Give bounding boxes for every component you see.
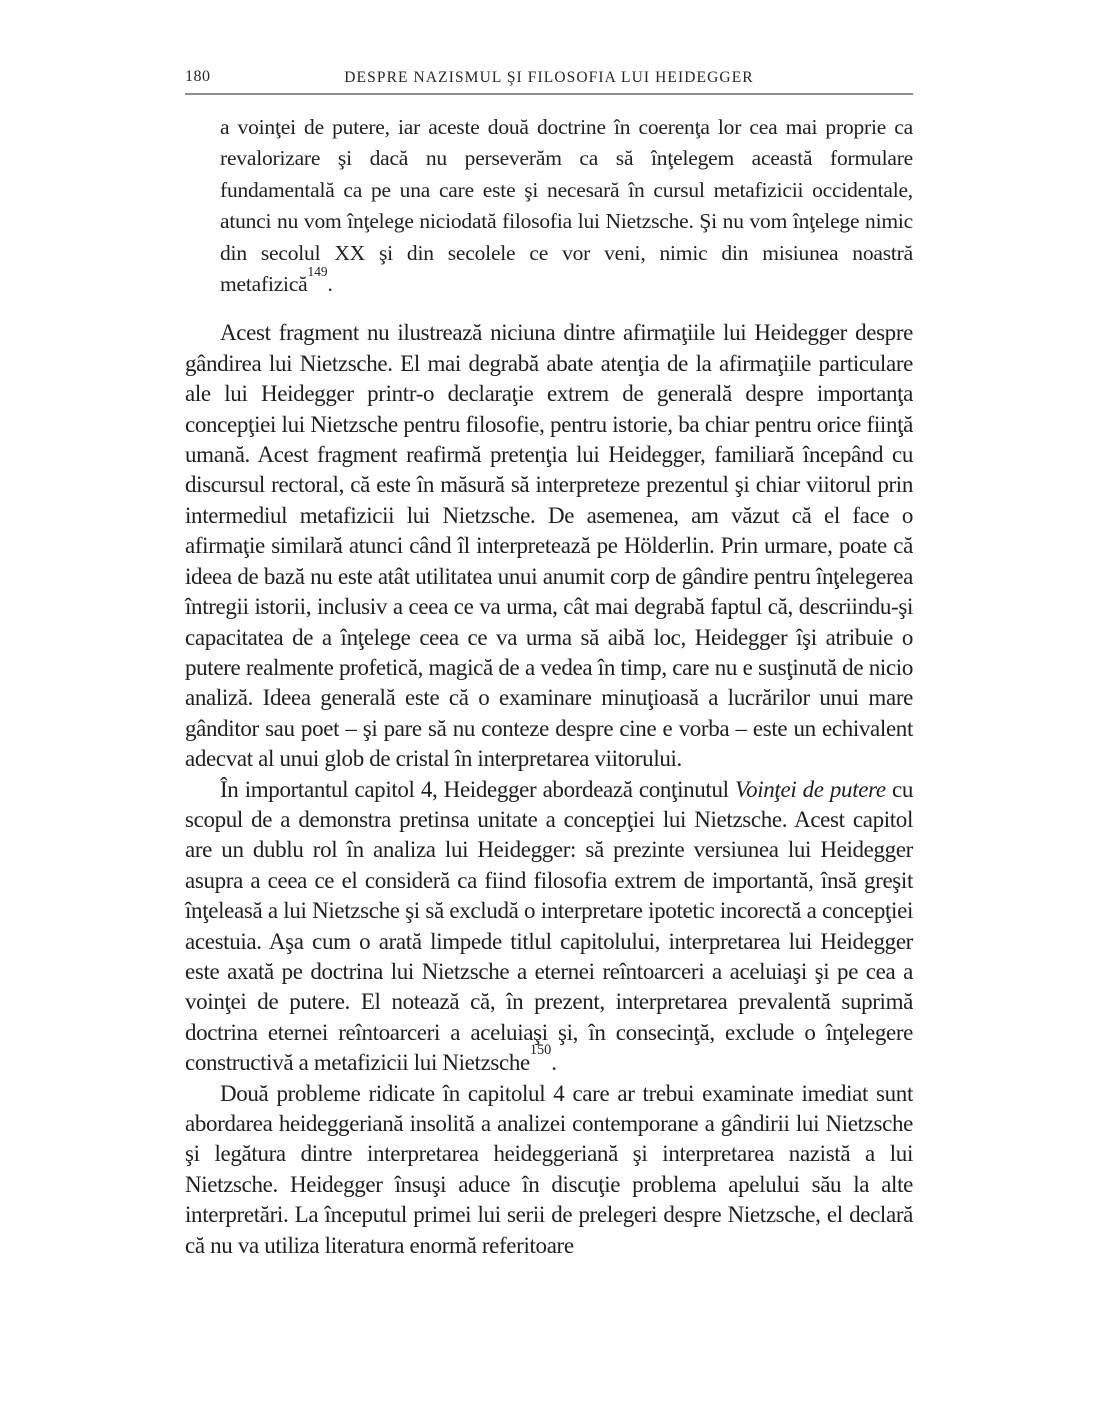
page-body bbox=[185, 112, 913, 1261]
paragraph-3: Două probleme ridicate în capitolul 4 care ar trebui examinate imediat sunt abordarea heideggeriană insolită a analizei contemporane a gândirii lui Nietzsche şi legătura dintre interpretarea heideggeriană şi interpretarea nazistă a lui Nietzsche. Heidegger însuşi aduce în discuţie problema apelului său la alte interpretări. La începutul primei lui serii de prelegeri despre Nietzsche, el declară că nu va utiliza literatura enormă referitoare bbox=[185, 1080, 913, 1258]
paragraph-1: Acest fragment nu ilustrează niciuna dintre afirmaţiile lui Heidegger despre gândirea lui Nietzsche. El mai degrabă abate atenţia de la afirmaţiile particulare ale lui Heidegger printr-o declaraţie extrem de generală despre importanţa concepţiei lui Nietzsche pentru filosofie, pentru istorie, ba chiar pentru orice fiinţă umană. Acest fragment reafirmă pretenţia lui Heidegger, familiară începând cu discursul rectoral, că este în măsură să interpreteze prezentul şi chiar viitorul prin intermediul metafizicii lui Nietzsche. De asemenea, am văzut că el face o afirmaţie similară atunci când îl interpretează pe Hölderlin. Prin urmare, poate că ideea de bază nu este atât utilitatea unui anumit corp de gândire pentru înţelegerea întregii istorii, inclusiv a ceea ce va urma, cât mai degrabă faptul că, descriindu-şi capacitatea de a înţelege ceea ce va urma să aibă loc, Heidegger îşi atribuie o putere realmente profetică, magică de a vedea în timp, care nu e susţinută de nicio analiză. Ideea generală este că o examinare minuţioasă a lucrărilor unui mare gânditor sau poet – şi pare să nu conteze despre cine e vorba – este un echivalent adecvat al unui glob de cristal în interpretarea viitorului. bbox=[185, 320, 913, 772]
running-title: DESPRE NAZISMUL ŞI FILOSOFIA LUI HEIDEGGER bbox=[344, 69, 754, 86]
paragraph-2: În importantul capitol 4, Heidegger abordează conţinutul Voinţei de putere cu scopul de a demonstra pretinsa unitate a concepţiei lui Nietzsche. Acest capitol are un dublu rol în analiza lui Heidegger: să prezinte versiunea lui Heidegger asupra a ceea ce el consideră ca fiind filosofia extrem de importantă, însă greşit înţeleasă a lui Nietzsche şi să excludă o interpretare ipotetic incorectă a concepţiei acestuia. Aşa cum o arată limpede titlul capitolului, interpretarea lui Heidegger este axată pe doctrina lui Nietzsche a eternei reîntoarceri a aceluiaşi şi pe cea a voinţei de putere. El notează că, în prezent, interpretarea prevalentă suprimă doctrina eternei reîntoarceri a aceluiaşi şi, în consecinţă, exclude o înţelegere constructivă a metafizicii lui Nietzsche$^{150}$. bbox=[185, 776, 913, 1076]
header-rule bbox=[185, 93, 913, 95]
page-number: 180 bbox=[185, 68, 211, 85]
blockquote: a voinţei de putere, iar aceste două doctrine în coerenţa lor cea mai proprie ca revalorizare şi dacă nu perseverăm ca să înţelegem această formulare fundamentală ca pe una care este şi necesară în cursul metafizicii occidentale, atunci nu vom înţelege niciodată filosofia lui Nietzsche. Şi nu vom înţelege nimic din secolul XX şi din secolele ce vor veni, nimic din misiunea noastră metafizică$^{149}$. bbox=[220, 115, 913, 297]
